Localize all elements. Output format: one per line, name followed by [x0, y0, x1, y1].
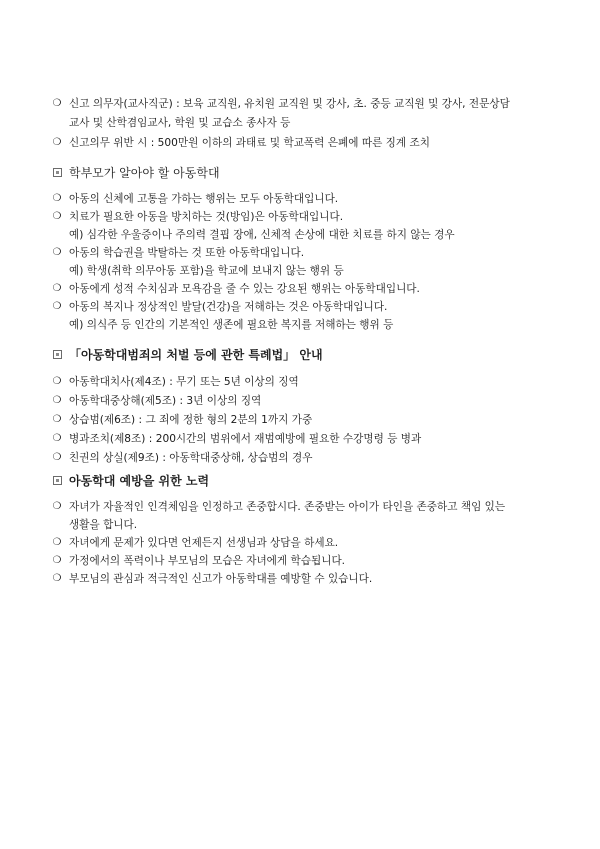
circle-bullet-icon: ❍ — [52, 211, 62, 222]
circle-bullet-icon: ❍ — [52, 395, 62, 406]
square-bullet-icon — [53, 168, 62, 177]
list-item-text: 아동학대치사(제4조) : 무기 또는 5년 이상의 징역 — [69, 376, 299, 388]
circle-bullet-icon: ❍ — [52, 301, 62, 312]
circle-bullet-icon: ❍ — [52, 283, 62, 294]
circle-bullet-icon: ❍ — [52, 98, 62, 109]
list-item-text: 아동에게 성적 수치심과 모욕감을 줄 수 있는 강요된 행위는 아동학대입니다. — [69, 283, 420, 295]
list-item-text: 자녀에게 문제가 있다면 언제든지 선생님과 상담을 하세요. — [69, 537, 339, 549]
list-item-text: 신고의무 위반 시 : 500만원 이하의 과태료 및 학교폭력 은폐에 따른 징계 조치 — [69, 137, 430, 149]
list-item-text: 아동의 신체에 고통을 가하는 행위는 모두 아동학대입니다. — [69, 193, 339, 205]
list-item-text: 예) 학생(취학 의무아동 포함)을 학교에 보내지 않는 행위 등 — [69, 265, 344, 277]
list-item-text: 치료가 필요한 아동을 방치하는 것(방임)은 아동학대입니다. — [69, 211, 344, 223]
list-item-text: 부모님의 관심과 적극적인 신고가 아동학대를 예방할 수 있습니다. — [69, 573, 373, 585]
list-item-text: 아동학대중상해(제5조) : 3년 이상의 징역 — [69, 395, 262, 407]
circle-bullet-icon: ❍ — [52, 433, 62, 444]
circle-bullet-icon: ❍ — [52, 247, 62, 258]
section-title: 학부모가 알아야 할 아동학대 — [69, 166, 220, 180]
list-item-text: 아동의 학습권을 박탈하는 것 또한 아동학대입니다. — [69, 247, 305, 259]
list-item-text: 아동의 복지나 정상적인 발달(건강)을 저해하는 것은 아동학대입니다. — [69, 301, 388, 313]
circle-bullet-icon: ❍ — [52, 376, 62, 387]
square-bullet-icon — [53, 476, 62, 485]
list-item-text: 예) 의식주 등 인간의 기본적인 생존에 필요한 복지를 저해하는 행위 등 — [69, 319, 394, 331]
list-item-text: 가정에서의 폭력이나 부모님의 모습은 자녀에게 학습됩니다. — [69, 555, 346, 567]
section-title: 아동학대 예방을 위한 노력 — [69, 474, 210, 488]
circle-bullet-icon: ❍ — [52, 555, 62, 566]
circle-bullet-icon: ❍ — [52, 414, 62, 425]
list-item-text: 친권의 상실(제9조) : 아동학대중상해, 상습범의 경우 — [69, 452, 313, 464]
circle-bullet-icon: ❍ — [52, 501, 62, 512]
circle-bullet-icon: ❍ — [52, 537, 62, 548]
list-item-text: 자녀가 자율적인 인격체임을 인정하고 존중합시다. 존중받는 아이가 타인을 존중하고 책임 있는 — [69, 501, 506, 513]
list-item-text: 병과조치(제8조) : 200시간의 범위에서 재범예방에 필요한 수강명령 등 병과 — [69, 433, 422, 445]
section-heading — [0, 347, 600, 363]
circle-bullet-icon: ❍ — [52, 137, 62, 148]
section-heading — [0, 473, 600, 489]
list-item-text: 교사 및 산학겸임교사, 학원 및 교습소 종사자 등 — [69, 117, 291, 129]
list-item-text: 신고 의무자(교사직군) : 보육 교직원, 유치원 교직원 및 강사, 초. 중등 교직원 및 강사, 전문상담 — [69, 98, 510, 110]
circle-bullet-icon: ❍ — [52, 452, 62, 463]
circle-bullet-icon: ❍ — [52, 573, 62, 584]
circle-bullet-icon: ❍ — [52, 193, 62, 204]
section-heading — [0, 165, 600, 181]
square-bullet-icon — [53, 350, 62, 359]
list-item-text: 생활을 합니다. — [69, 519, 138, 531]
section-title: 「아동학대범죄의 처벌 등에 관한 특례법」 안내 — [69, 348, 323, 362]
list-item-text: 예) 심각한 우울증이나 주의력 결핍 장애, 신체적 손상에 대한 치료를 하지 않는 경우 — [69, 229, 455, 241]
list-item-text: 상습범(제6조) : 그 죄에 정한 형의 2분의 1까지 가중 — [69, 414, 313, 426]
